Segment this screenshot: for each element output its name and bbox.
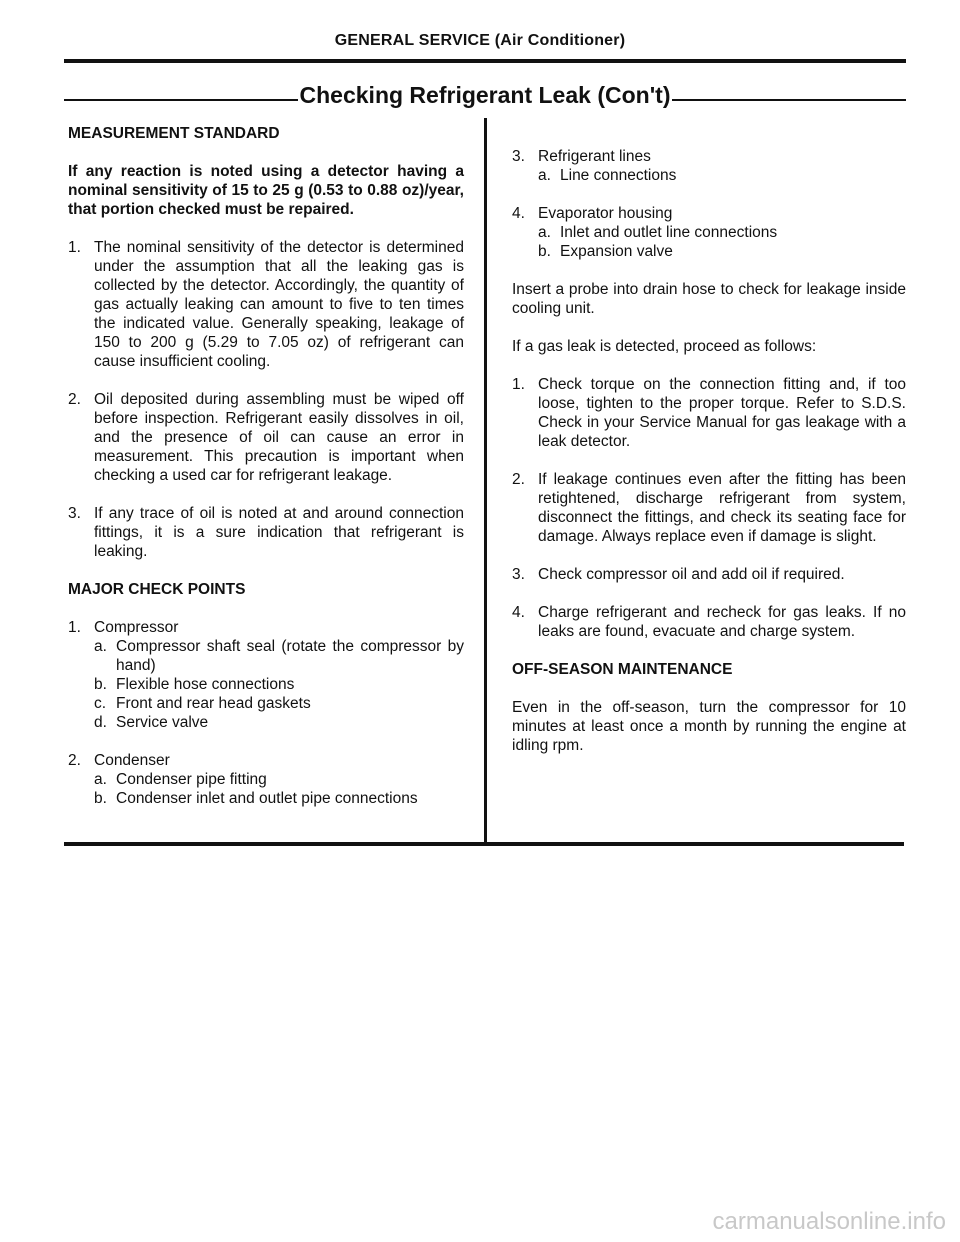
note-text: If any trace of oil is noted at and around connection fittings, it is a sure indication that refrigerant is leaking.	[94, 505, 464, 560]
left-column	[68, 124, 464, 808]
check-sub-item	[94, 694, 464, 713]
probe-instruction: Insert a probe into drain hose to check for leakage inside cooling unit.	[512, 281, 906, 317]
title-rule-left	[64, 99, 298, 101]
note-number: 3.	[68, 505, 81, 522]
sub-text: Service valve	[116, 714, 209, 731]
step-text: Charge refrigerant and recheck for gas leaks. If no leaks are found, evacuate and charge system.	[538, 604, 906, 640]
check-sub-item	[94, 770, 464, 789]
sub-letter: a.	[538, 224, 551, 241]
step-text: Check compressor oil and add oil if required.	[538, 566, 845, 583]
measurement-text: If any reaction is noted using a detector having a nominal sensitivity of 15 to 25 g (0.53 to 0.88 oz)/year, that portion checked must be repaired.	[68, 163, 464, 218]
sub-text: Inlet and outlet line connections	[560, 224, 778, 241]
sub-letter: a.	[538, 167, 551, 184]
check-point-number: 1.	[68, 619, 81, 636]
column-divider	[484, 118, 487, 846]
check-sub-item	[94, 789, 464, 808]
sub-text: Condenser pipe fitting	[116, 771, 267, 788]
check-point-number: 4.	[512, 205, 525, 222]
sub-letter: a.	[94, 771, 107, 788]
measurement-heading: MEASUREMENT STANDARD	[68, 125, 280, 142]
note-number: 1.	[68, 239, 81, 256]
step-text: If leakage continues even after the fitting has been retightened, discharge refrigerant from system, disconnect the fittings, and check its seating face for damage. Always replace even if damage is slight.	[538, 471, 906, 545]
sub-letter: d.	[94, 714, 107, 731]
header-rule	[64, 59, 906, 63]
sub-letter: c.	[94, 695, 107, 712]
check-point-text: Evaporator housing	[538, 205, 673, 222]
watermark: carmanualsonline.info	[712, 1208, 946, 1235]
procedure-step	[512, 603, 906, 641]
check-sub-item	[94, 637, 464, 675]
sub-letter: b.	[538, 243, 551, 260]
major-check-heading: MAJOR CHECK POINTS	[68, 581, 246, 598]
check-sub-item	[538, 242, 906, 261]
sub-letter: b.	[94, 790, 107, 807]
section-title: Checking Refrigerant Leak (Con't)	[299, 81, 671, 108]
check-sub-item	[94, 713, 464, 732]
sub-text: Expansion valve	[560, 243, 673, 260]
note-item	[68, 504, 464, 561]
sub-text: Front and rear head gaskets	[116, 695, 311, 712]
right-column	[512, 147, 906, 755]
footer-rule	[64, 842, 904, 846]
check-point-number: 2.	[68, 752, 81, 769]
check-point	[512, 147, 906, 166]
note-text: The nominal sensitivity of the detector is determined under the assumption that all the leaking gas is collected by the detector. Accordingly, the quantity of gas actually leaking can amount to five to ten times the indicated value. Generally speaking, leakage of 150 to 200 g (5.29 to 7.05 oz) of refrigerant can cause insufficient cooling.	[94, 239, 464, 370]
step-number: 2.	[512, 471, 525, 488]
offseason-heading: OFF-SEASON MAINTENANCE	[512, 661, 733, 678]
step-number: 4.	[512, 604, 525, 621]
step-number: 3.	[512, 566, 525, 583]
sub-letter: a.	[94, 638, 107, 655]
step-number: 1.	[512, 376, 525, 393]
check-point	[68, 618, 464, 637]
sub-text: Line connections	[560, 167, 677, 184]
procedure-step	[512, 565, 906, 584]
check-sub-item	[538, 223, 906, 242]
note-item	[68, 238, 464, 371]
procedure-step	[512, 375, 906, 451]
title-rule-right	[672, 99, 906, 101]
sub-text: Compressor shaft seal (rotate the compressor by hand)	[116, 638, 464, 674]
note-item	[68, 390, 464, 485]
note-number: 2.	[68, 391, 81, 408]
check-point-text: Compressor	[94, 619, 179, 636]
check-point-number: 3.	[512, 148, 525, 165]
check-point-text: Refrigerant lines	[538, 148, 651, 165]
leak-intro: If a gas leak is detected, proceed as follows:	[512, 338, 817, 355]
sub-text: Flexible hose connections	[116, 676, 295, 693]
procedure-step	[512, 470, 906, 546]
check-point	[68, 751, 464, 770]
page-header: GENERAL SERVICE (Air Conditioner)	[334, 32, 626, 49]
offseason-text: Even in the off-season, turn the compressor for 10 minutes at least once a month by running the engine at idling rpm.	[512, 699, 906, 754]
check-point-text: Condenser	[94, 752, 170, 769]
note-text: Oil deposited during assembling must be wiped off before inspection. Refrigerant easily dissolves in oil, and the presence of oil can cause an error in measurement. This precaution is important when checking a used car for refrigerant leakage.	[94, 391, 464, 484]
section-title-row	[64, 78, 906, 112]
check-point	[512, 204, 906, 223]
sub-text: Condenser inlet and outlet pipe connections	[116, 790, 418, 807]
check-sub-item	[94, 675, 464, 694]
sub-letter: b.	[94, 676, 107, 693]
step-text: Check torque on the connection fitting and, if too loose, tighten to the proper torque. Refer to S.D.S. Check in your Service Manual for gas leakage with a leak detector.	[538, 376, 906, 450]
check-sub-item	[538, 166, 906, 185]
